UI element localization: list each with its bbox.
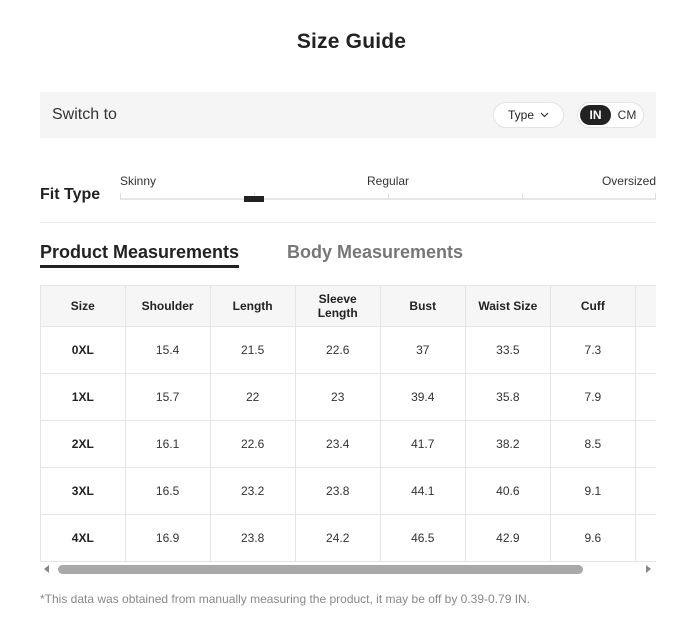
measurement-cell: 22.6 bbox=[210, 420, 295, 467]
horizontal-scrollbar-thumb[interactable] bbox=[58, 565, 583, 574]
measurement-cell: 38.2 bbox=[465, 420, 550, 467]
fit-scale-tick bbox=[655, 193, 656, 200]
measurement-cell: 9.1 bbox=[550, 467, 635, 514]
table-row bbox=[41, 373, 656, 420]
measurement-cell bbox=[635, 373, 656, 420]
measurement-cell: 44.1 bbox=[380, 467, 465, 514]
measurement-cell: 41.7 bbox=[380, 420, 465, 467]
unit-cm-button[interactable]: CM bbox=[617, 108, 637, 122]
measurement-cell: 16.5 bbox=[125, 467, 210, 514]
column-header: Length bbox=[210, 286, 295, 326]
chevron-down-icon bbox=[540, 112, 549, 118]
measurement-cell: 16.9 bbox=[125, 514, 210, 561]
column-header: Cuff bbox=[550, 286, 635, 326]
measurement-cell bbox=[635, 467, 656, 514]
size-cell: 2XL bbox=[41, 420, 125, 467]
size-cell: 0XL bbox=[41, 326, 125, 373]
type-dropdown-button[interactable] bbox=[493, 102, 564, 128]
measurement-cell: 7.9 bbox=[550, 373, 635, 420]
measurement-cell: 23 bbox=[295, 373, 380, 420]
measurement-cell: 39.4 bbox=[380, 373, 465, 420]
unit-in-button[interactable]: IN bbox=[580, 105, 611, 125]
section-divider bbox=[40, 222, 656, 223]
column-header: Waist Size bbox=[465, 286, 550, 326]
size-cell: 1XL bbox=[41, 373, 125, 420]
fit-option-oversized: Oversized bbox=[601, 174, 656, 188]
table-row bbox=[41, 514, 656, 561]
measurement-cell: 7.3 bbox=[550, 326, 635, 373]
fit-scale-tick bbox=[388, 193, 389, 200]
table-header-row bbox=[41, 286, 656, 326]
measurement-cell bbox=[635, 420, 656, 467]
measurement-cell: 8.5 bbox=[550, 420, 635, 467]
measurement-cell: 33.5 bbox=[465, 326, 550, 373]
fit-option-skinny: Skinny bbox=[120, 174, 157, 188]
measurement-cell: 23.8 bbox=[210, 514, 295, 561]
scroll-left-arrow-icon[interactable] bbox=[44, 565, 49, 573]
fit-scale-tick bbox=[522, 193, 523, 200]
unit-switch-bar bbox=[40, 92, 656, 138]
measurement-cell: 22 bbox=[210, 373, 295, 420]
unit-toggle bbox=[577, 102, 644, 128]
size-cell: 3XL bbox=[41, 467, 125, 514]
column-header: Shoulder bbox=[125, 286, 210, 326]
column-header: Bust bbox=[380, 286, 465, 326]
switch-label: Switch to bbox=[52, 106, 117, 123]
size-cell: 4XL bbox=[41, 514, 125, 561]
measurement-cell bbox=[635, 326, 656, 373]
measurement-cell: 9.6 bbox=[550, 514, 635, 561]
column-header bbox=[635, 286, 656, 326]
fit-scale-tick bbox=[120, 193, 121, 200]
fit-option-regular: Regular bbox=[367, 174, 410, 188]
measurements-table-container[interactable] bbox=[40, 285, 656, 562]
measurement-cell: 23.4 bbox=[295, 420, 380, 467]
table-row bbox=[41, 326, 656, 373]
fit-scale-marker bbox=[244, 196, 264, 202]
scroll-right-arrow-icon[interactable] bbox=[646, 565, 651, 573]
column-header: Sleeve Length bbox=[295, 286, 380, 326]
measurement-cell: 16.1 bbox=[125, 420, 210, 467]
type-button-label: Type bbox=[507, 108, 534, 122]
measurement-cell: 15.4 bbox=[125, 326, 210, 373]
measurement-cell: 23.2 bbox=[210, 467, 295, 514]
table-row bbox=[41, 420, 656, 467]
measurement-cell: 21.5 bbox=[210, 326, 295, 373]
measurement-cell: 23.8 bbox=[295, 467, 380, 514]
measurements-table bbox=[41, 286, 656, 562]
measurement-cell: 35.8 bbox=[465, 373, 550, 420]
measurement-cell: 15.7 bbox=[125, 373, 210, 420]
measurement-cell: 24.2 bbox=[295, 514, 380, 561]
measurement-disclaimer: *This data was obtained from manually measuring the product, it may be off by 0.39-0.79 IN. bbox=[40, 592, 531, 606]
measurement-cell: 37 bbox=[380, 326, 465, 373]
measurement-cell: 22.6 bbox=[295, 326, 380, 373]
fit-type-label: Fit Type bbox=[40, 186, 101, 203]
measurement-cell: 42.9 bbox=[465, 514, 550, 561]
column-header: Size bbox=[41, 286, 125, 326]
measurement-cell: 40.6 bbox=[465, 467, 550, 514]
table-row bbox=[41, 467, 656, 514]
page-title: Size Guide bbox=[296, 30, 407, 53]
tab-body-measurements[interactable]: Body Measurements bbox=[287, 242, 464, 262]
tab-product-measurements[interactable]: Product Measurements bbox=[40, 242, 240, 262]
active-tab-indicator bbox=[40, 265, 239, 268]
measurement-cell bbox=[635, 514, 656, 561]
measurement-cell: 46.5 bbox=[380, 514, 465, 561]
